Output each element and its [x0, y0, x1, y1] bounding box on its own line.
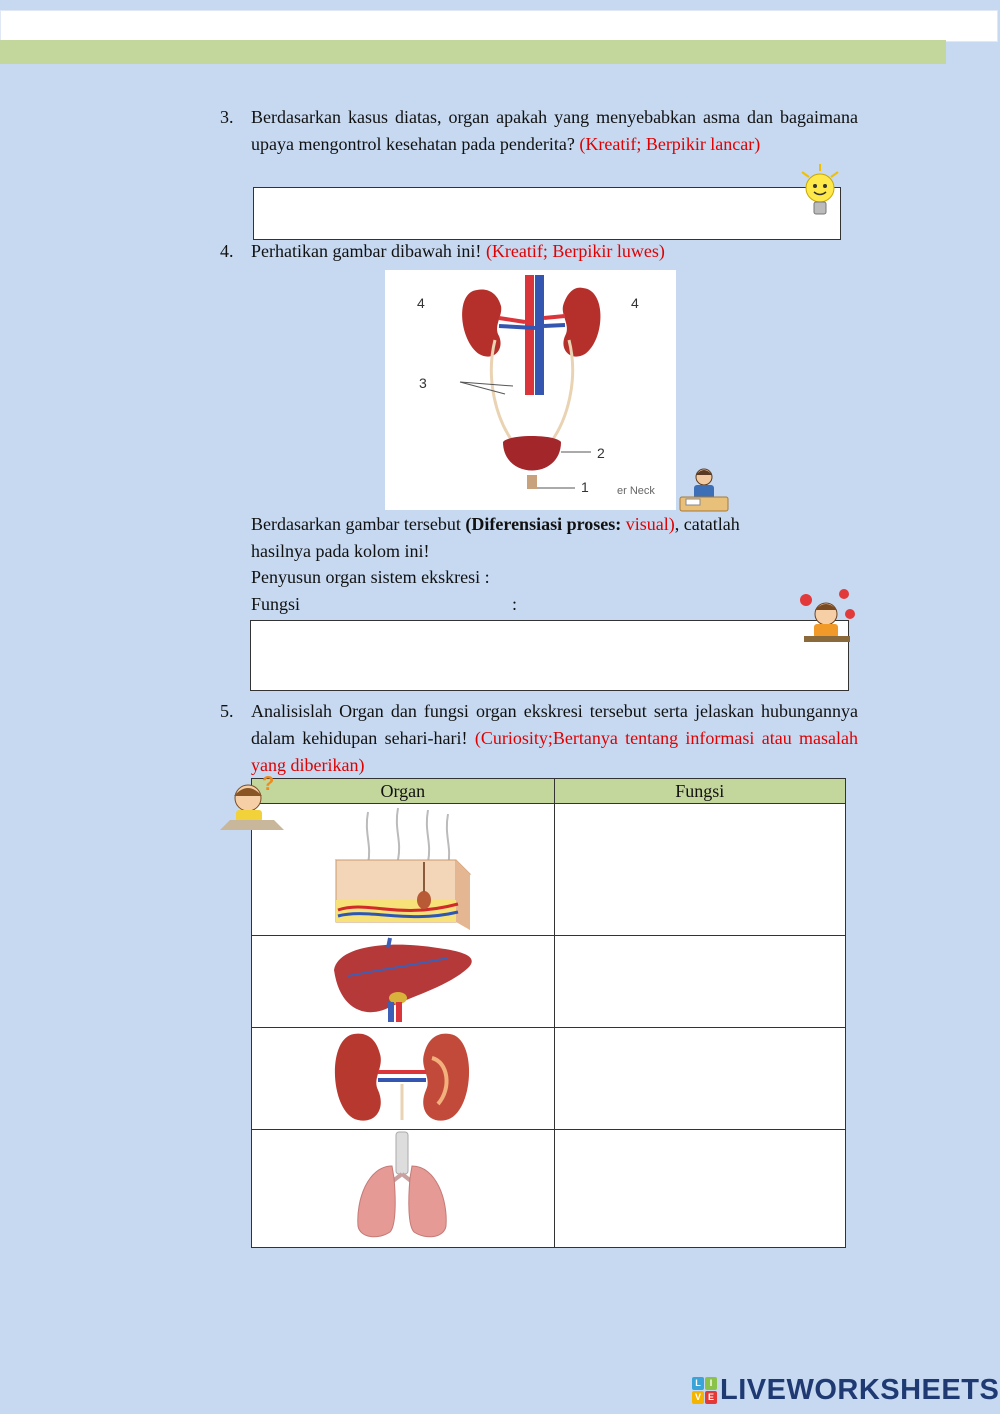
lungs-icon [328, 1130, 478, 1242]
figure-label-ureter: 3 [419, 375, 427, 391]
question-4 [220, 238, 858, 265]
organ-cell-lungs [252, 1130, 555, 1248]
thinking-boy-icon [798, 588, 856, 646]
question-5-tag: (Curiosity;Bertanya tentang informasi atau masalah yang diberikan) [251, 728, 858, 775]
urinary-system-figure [385, 270, 676, 510]
answer-box-4[interactable] [250, 620, 849, 691]
fungsi-cell-liver[interactable] [554, 936, 845, 1028]
kidney-icon [328, 1028, 478, 1124]
organ-cell-skin [252, 804, 555, 936]
question-3 [220, 104, 858, 158]
q4-instruction-line2: hasilnya pada kolom ini! [251, 541, 430, 561]
answer-box-3[interactable] [253, 187, 841, 240]
logo-letter: I [705, 1377, 717, 1390]
student-reading-icon [676, 465, 732, 515]
q4-field2-label: Fungsi [251, 594, 301, 614]
fungsi-cell-kidney[interactable] [554, 1028, 845, 1130]
organ-cell-liver [252, 936, 555, 1028]
table-row [252, 1028, 846, 1130]
skin-icon [328, 804, 478, 930]
header-white-bar [0, 10, 998, 42]
logo-letter: V [692, 1391, 704, 1404]
q4-instruction-pre: Berdasarkan gambar tersebut [251, 514, 461, 534]
figure-label-urethra: 1 [581, 479, 589, 495]
figure-label-kidney-left: 4 [417, 295, 425, 311]
question-5-text: Analisislah Organ dan fungsi organ ekskresi tersebut serta jelaskan hubungannya dalam kehidupan sehari-hari! [251, 701, 858, 748]
table-header-organ: Organ [252, 779, 555, 804]
logo-letter: E [705, 1391, 717, 1404]
q4-field2-colon: : [512, 594, 518, 614]
liveworksheets-logo [692, 1374, 999, 1406]
table-row [252, 804, 846, 936]
liver-icon [328, 936, 478, 1022]
header-green-bar [0, 40, 946, 64]
question-4-text: Perhatikan gambar dibawah ini! [251, 241, 482, 261]
logo-text: LIVEWORKSHEETS [720, 1373, 1000, 1406]
logo-letter: L [692, 1377, 704, 1390]
q4-instruction-bold: (Diferensiasi proses: [465, 514, 622, 534]
question-5 [220, 698, 858, 779]
q4-instruction-line1 [251, 511, 740, 538]
logo-mark-icon [692, 1377, 716, 1403]
q4-instruction-red: visual) [625, 514, 675, 534]
fungsi-cell-lungs[interactable] [554, 1130, 845, 1248]
figure-label-bladder: 2 [597, 445, 605, 461]
question-3-number: 3. [220, 107, 234, 127]
organ-cell-kidney [252, 1028, 555, 1130]
lightbulb-icon [798, 162, 844, 218]
thinking-girl-icon [218, 772, 286, 832]
question-3-text: Berdasarkan kasus diatas, organ apakah yang menyebabkan asma dan bagaimana upaya mengontrol kesehatan pada penderita? [251, 107, 858, 154]
fungsi-cell-skin[interactable] [554, 804, 845, 936]
question-3-tag: (Kreatif; Berpikir lancar) [579, 134, 761, 154]
figure-label-neck: er Neck [617, 485, 655, 497]
svg-text:?: ? [262, 773, 275, 795]
figure-label-kidney-right: 4 [631, 295, 639, 311]
q4-field1-label: Penyusun organ sistem ekskresi : [251, 567, 490, 587]
question-4-number: 4. [220, 241, 234, 261]
q4-instruction-post: , catatlah [674, 514, 740, 534]
question-5-number: 5. [220, 701, 234, 721]
table-row [252, 936, 846, 1028]
table-row [252, 1130, 846, 1248]
question-4-tag: (Kreatif; Berpikir luwes) [485, 241, 665, 261]
table-header-fungsi: Fungsi [554, 779, 845, 804]
organ-function-table [251, 778, 846, 1248]
